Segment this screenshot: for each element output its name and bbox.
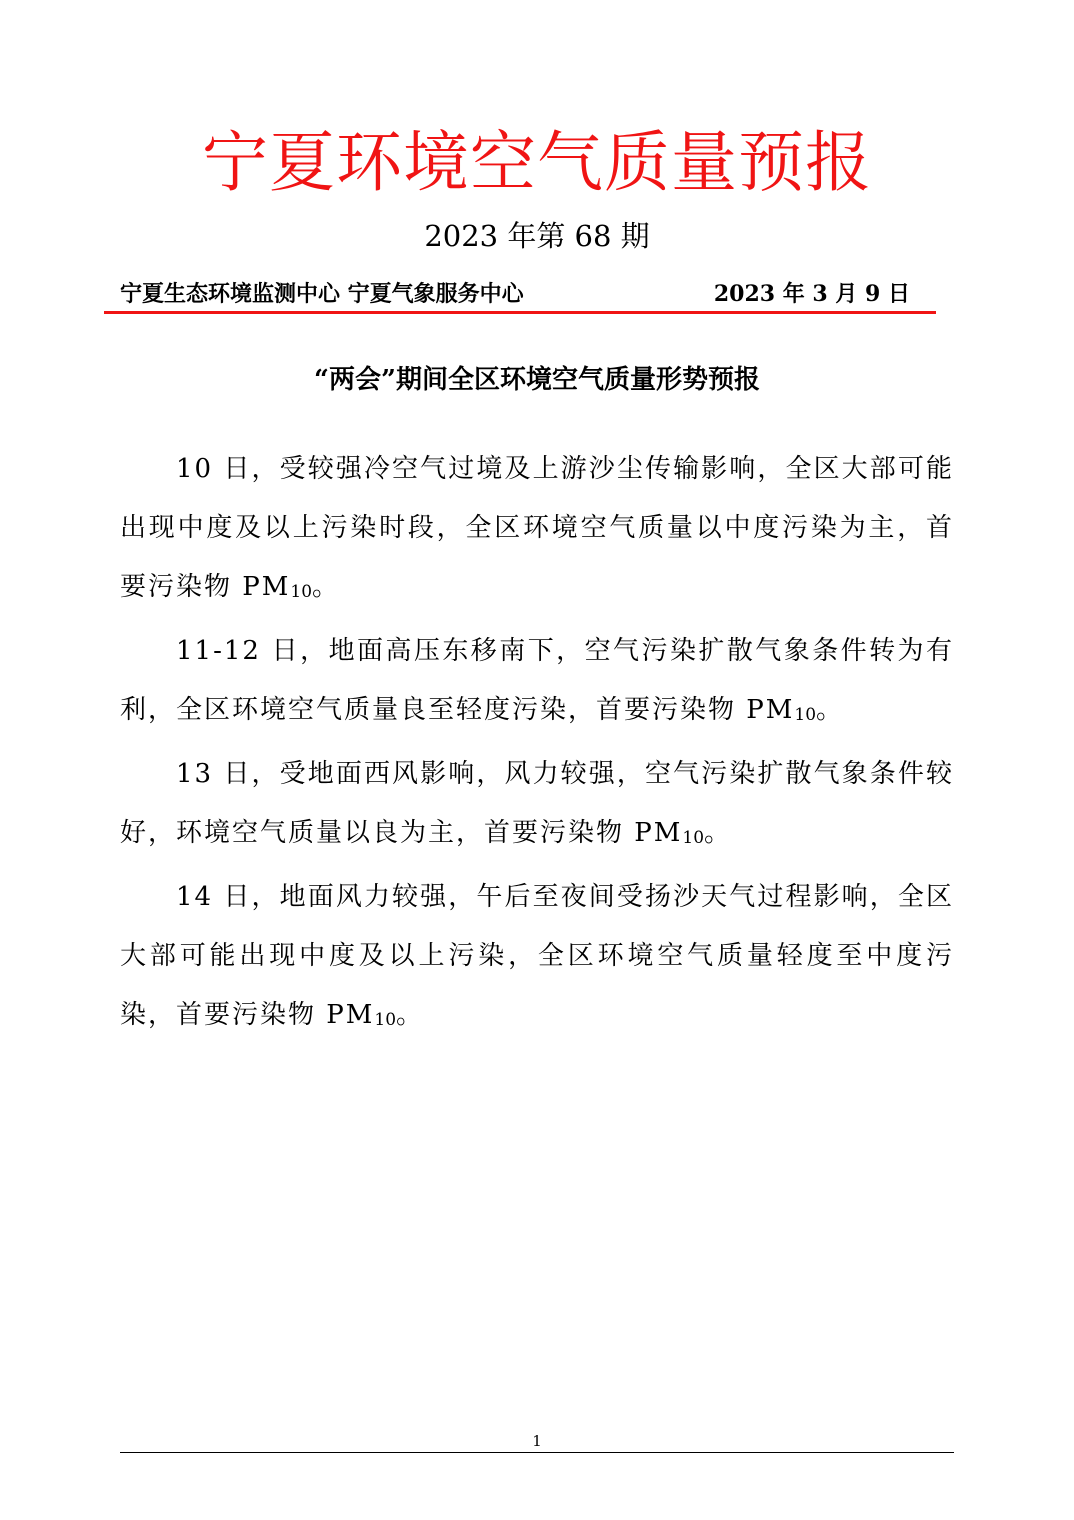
paragraph-day-10 <box>120 440 954 622</box>
subscript: 10 <box>682 828 705 848</box>
paragraph-tail: 。 <box>704 818 733 848</box>
paragraph-day-14 <box>120 868 954 1050</box>
red-divider <box>104 311 936 314</box>
document-title: “两会”期间全区环境空气质量形势预报 <box>314 365 760 395</box>
issue-date: 2023 年 3 月 9 日 <box>713 281 910 307</box>
paragraph-text: 10 日，受较强冷空气过境及上游沙尘传输影响，全区大部可能出现中度及以上污染时段，全区环境空气质量以中度污染为主，首要污染物 PM <box>120 454 954 602</box>
paragraph-tail: 。 <box>816 695 845 725</box>
paragraph-tail: 。 <box>396 1000 425 1030</box>
subscript: 10 <box>290 582 313 602</box>
masthead-title: 宁夏环境空气质量预报 <box>202 124 872 201</box>
paragraph-text: 13 日，受地面西风影响，风力较强，空气污染扩散气象条件较好，环境空气质量以良为主，首要污染物 PM <box>120 759 954 848</box>
issue-number: 2023 年第 68 期 <box>424 219 650 253</box>
page-number: 1 <box>532 1432 542 1450</box>
paragraph-tail: 。 <box>312 572 341 602</box>
paragraph-day-13 <box>120 745 954 868</box>
forecast-body <box>120 440 954 1050</box>
footer-divider <box>120 1452 954 1453</box>
publishers: 宁夏生态环境监测中心 宁夏气象服务中心 <box>120 281 524 307</box>
subscript: 10 <box>794 705 817 725</box>
paragraph-text: 11-12 日，地面高压东移南下，空气污染扩散气象条件转为有利，全区环境空气质量良至轻度污染，首要污染物 PM <box>120 636 954 725</box>
subscript: 10 <box>374 1010 397 1030</box>
paragraph-day-11-12 <box>120 622 954 745</box>
publisher-row <box>120 276 910 312</box>
paragraph-text: 14 日，地面风力较强，午后至夜间受扬沙天气过程影响，全区大部可能出现中度及以上污染，全区环境空气质量轻度至中度污染，首要污染物 PM <box>120 882 954 1030</box>
